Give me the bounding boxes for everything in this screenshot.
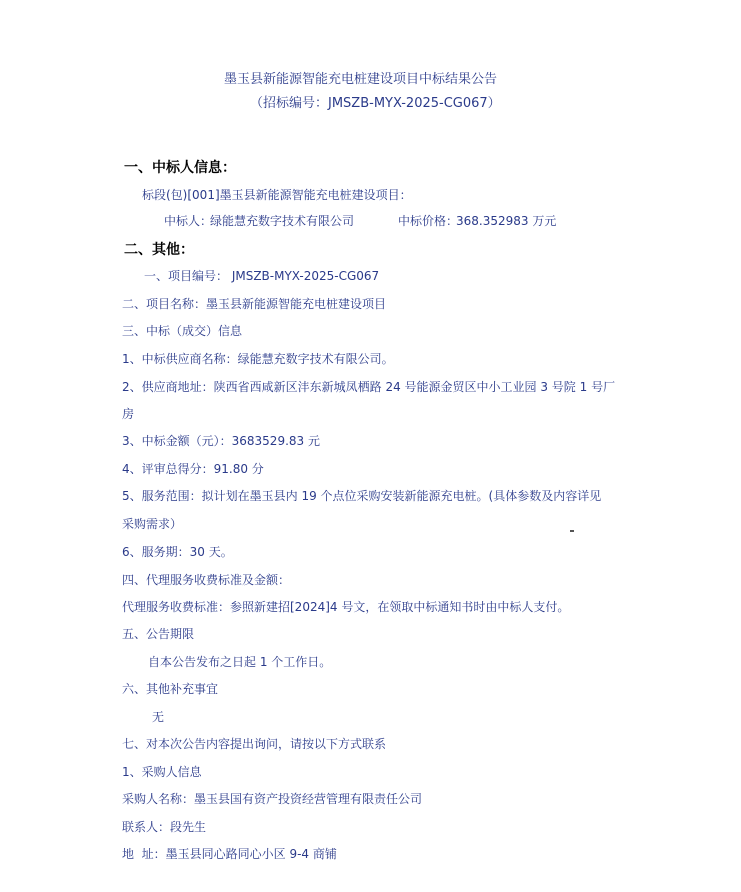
other-matters-heading: 六、其他补充事宜 — [122, 682, 219, 696]
tender-number: （招标编号：JMSZB-MYX-2025-CG067） — [250, 96, 501, 111]
project-name-line: 二、项目名称：墨玉县新能源智能充电桩建设项目 — [122, 297, 387, 311]
document-title: 墨玉县新能源智能充电桩建设项目中标结果公告 — [224, 72, 498, 87]
address-line: 地 址：墨玉县同心路同心小区 9-4 商铺 — [122, 847, 337, 861]
contact-heading: 七、对本次公告内容提出询问，请按以下方式联系 — [122, 737, 387, 751]
scope-line-2: 采购需求） — [122, 517, 183, 531]
other-matters-text: 无 — [152, 710, 165, 724]
award-amount-line: 3、中标金额（元）：3683529.83 元 — [122, 434, 320, 448]
project-number-line: 一、项目编号： JMSZB-MYX-2025-CG067 — [144, 269, 380, 283]
supplier-name-line: 1、中标供应商名称：绿能慧充数字技术有限公司。 — [122, 352, 394, 366]
price-value: 368.352983 万元 — [456, 214, 557, 228]
award-info-heading: 三、中标（成交）信息 — [122, 324, 243, 338]
agency-heading: 四、代理服务收费标准及金额： — [122, 573, 291, 587]
service-period-line: 6、服务期：30 天。 — [122, 545, 233, 559]
scope-line: 5、服务范围：拟计划在墨玉县内 19 个点位采购安装新能源充电桩。(具体参数及内容详见 — [122, 489, 602, 503]
winner-name: 绿能慧充数字技术有限公司 — [210, 214, 355, 228]
price-label: 中标价格： — [398, 214, 459, 228]
score-line: 4、评审总得分：91.80 分 — [122, 462, 264, 476]
stray-mark — [570, 530, 574, 532]
buyer-name-line: 采购人名称：墨玉县国有资产投资经营管理有限责任公司 — [122, 792, 423, 806]
supplier-address-line: 2、供应商地址：陕西省西咸新区沣东新城凤栖路 24 号能源金贸区中小工业园 3 号院 1 号厂 — [122, 380, 616, 394]
notice-period-text: 自本公告发布之日起 1 个工作日。 — [148, 655, 332, 669]
contact-person-line: 联系人：段先生 — [122, 820, 207, 834]
notice-period-heading: 五、公告期限 — [122, 627, 195, 641]
section2-heading: 二、其他： — [124, 242, 194, 258]
lot-line: 标段(包)[001]墨玉县新能源智能充电桩建设项目： — [142, 188, 412, 202]
winner-label: 中标人： — [164, 214, 213, 228]
section1-heading: 一、中标人信息： — [124, 160, 236, 176]
agency-fee-line: 代理服务收费标准：参照新建招[2024]4 号文，在领取中标通知书时由中标人支付。 — [122, 600, 570, 614]
buyer-info-heading: 1、采购人信息 — [122, 765, 202, 779]
supplier-address-line-2: 房 — [122, 407, 135, 421]
